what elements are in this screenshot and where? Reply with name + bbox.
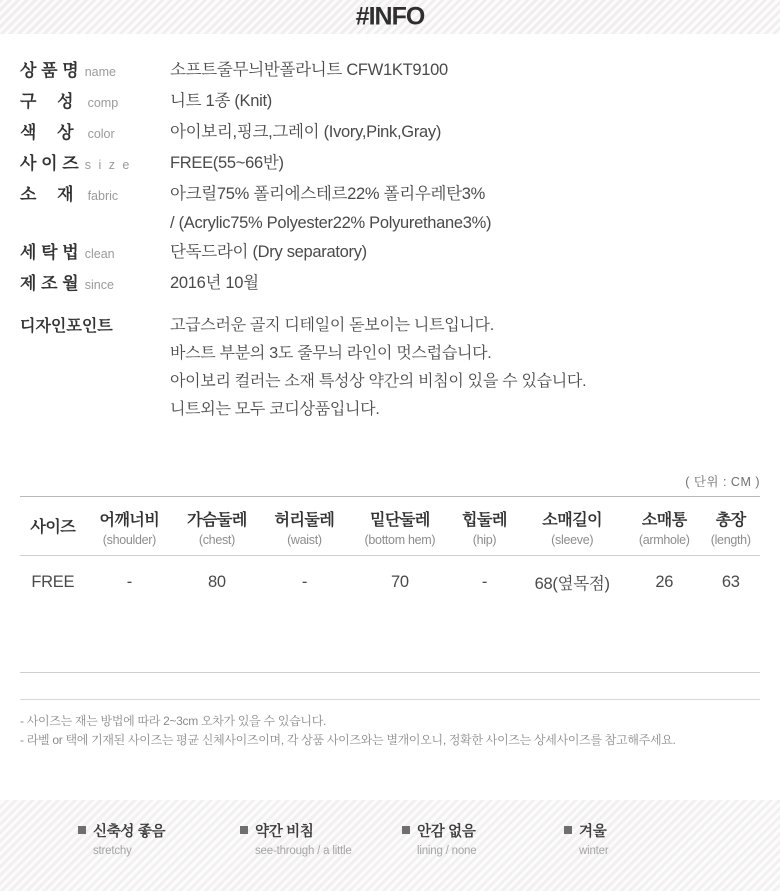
design-point-row: [20, 312, 760, 424]
size-notes: [20, 699, 760, 750]
size-col-ko: 힙둘레: [462, 512, 507, 529]
info-value-name: [170, 56, 760, 87]
size-col-ko: 총장: [715, 512, 746, 529]
size-col-en: (armhole): [638, 533, 690, 547]
size-col-ko: 사이즈: [30, 519, 76, 536]
attribute-label-ko-wrap: [240, 824, 314, 840]
attribute-label-en: lining / none: [417, 845, 477, 857]
info-label-en: since: [84, 278, 114, 292]
size-col-en: (hip): [472, 533, 497, 547]
info-label-en: color: [87, 127, 115, 141]
size-cell-length: 63: [721, 572, 740, 591]
attribute-label-ko: 겨울: [579, 824, 607, 840]
info-label-since: [20, 269, 170, 300]
page-header-band: [0, 0, 780, 34]
info-label-ko: 소 재: [20, 185, 82, 204]
info-value-line: / (Acrylic75% Polyester22% Polyurethane3%): [170, 214, 492, 232]
bullet-square-icon: [240, 826, 248, 834]
size-col-en: (chest): [198, 533, 235, 547]
info-content: [0, 56, 780, 750]
info-label-en: clean: [84, 247, 115, 261]
attribute-label-ko-wrap: [78, 824, 165, 840]
info-label-name: [20, 56, 170, 87]
info-value-fabric: [170, 180, 760, 238]
size-col-ko: 밑단둘레: [370, 512, 430, 529]
size-col-ko: 어깨너비: [99, 512, 160, 529]
info-spacer: [20, 300, 760, 312]
design-point-values: [170, 312, 760, 424]
info-label-color: [20, 118, 170, 149]
size-col-en: (length): [710, 533, 751, 547]
info-label-ko: 색 상: [20, 123, 82, 142]
size-col-en: (sleeve): [551, 533, 594, 547]
size-col-en: (waist): [287, 533, 322, 547]
attribute-label-en: stretchy: [93, 845, 132, 857]
size-cell-sleeve: 68(옆목점): [534, 575, 610, 593]
bullet-square-icon: [564, 826, 572, 834]
design-point-line: 아이보리 컬러는 소재 특성상 약간의 비침이 있을 수 있습니다.: [170, 373, 587, 390]
attribute-season: [552, 820, 714, 857]
attribute-label-ko: 약간 비침: [255, 824, 314, 840]
attribute-lining: [390, 820, 552, 857]
info-label-en: comp: [87, 96, 119, 110]
info-label-comp: [20, 87, 170, 118]
info-label-ko: 구 성: [20, 92, 82, 111]
size-col-bottom-hem: [348, 497, 451, 556]
page-title: #INFO: [355, 2, 425, 31]
info-row-comp: [20, 87, 760, 118]
size-col-waist: [261, 497, 349, 556]
info-value-comp: [170, 87, 760, 118]
info-label-en: fabric: [87, 189, 119, 203]
product-info-table: [20, 56, 760, 424]
info-value-line: 아크릴75% 폴리에스테르22% 폴리우레탄3%: [170, 185, 486, 203]
info-value-color: [170, 118, 760, 149]
info-row-size: [20, 149, 760, 180]
size-cell-waist: -: [301, 572, 308, 591]
info-label-ko: 제 조 월: [20, 274, 79, 293]
info-value-line: 2016년 10월: [170, 274, 259, 292]
attribute-label-en: see-through / a little: [255, 845, 352, 857]
size-col-shoulder: [86, 497, 174, 556]
size-cell-armhole: 26: [655, 572, 674, 591]
info-value-clean: [170, 238, 760, 269]
size-col-chest: [173, 497, 261, 556]
bullet-square-icon: [402, 826, 410, 834]
size-col-en: (bottom hem): [364, 533, 436, 547]
size-note-line: - 라벨 or 택에 기재된 사이즈는 평균 신체사이즈이며, 각 상품 사이즈와는 별개이오니, 정확한 사이즈는 상세사이즈를 참고해주세요.: [20, 732, 676, 747]
attribute-label-ko: 신축성 좋음: [93, 824, 166, 840]
attribute-stretchy: [66, 820, 228, 857]
size-cell-size: FREE: [31, 572, 75, 591]
info-row-fabric: [20, 180, 760, 238]
info-value-line: 니트 1종 (Knit): [170, 92, 272, 110]
size-unit-note: ( 단위 : CM ): [685, 475, 760, 489]
info-row-since: [20, 269, 760, 300]
attribute-label-en: winter: [579, 845, 609, 857]
size-cell-hip: -: [481, 572, 488, 591]
info-value-line: 단독드라이 (Dry separatory): [170, 243, 367, 261]
bullet-square-icon: [78, 826, 86, 834]
size-chart-header-row: [20, 497, 760, 556]
attribute-see-through: [228, 820, 390, 857]
size-chart-spacer-row: [20, 610, 760, 672]
info-row-color: [20, 118, 760, 149]
size-col-sleeve: [517, 497, 627, 556]
size-col-hip: [452, 497, 518, 556]
design-point-label: 디자인포인트: [20, 318, 113, 335]
attribute-footer-band: [0, 800, 780, 891]
design-point-line: 니트외는 모두 코디상품입니다.: [170, 401, 380, 418]
attribute-list: [0, 800, 780, 857]
info-label-en: s i z e: [84, 158, 132, 172]
size-col-size: [20, 497, 86, 556]
info-label-en: name: [84, 65, 116, 79]
info-value-line: FREE(55~66반): [170, 154, 284, 172]
info-label-size: [20, 149, 170, 180]
design-point-line: 고급스러운 골지 디테일이 돋보이는 니트입니다.: [170, 317, 494, 334]
size-cell-chest: 80: [208, 572, 226, 591]
info-label-clean: [20, 238, 170, 269]
info-row-name: [20, 56, 760, 87]
table-row: [20, 556, 760, 611]
size-note-line: - 사이즈는 재는 방법에 따라 2~3cm 오차가 있을 수 있습니다.: [20, 713, 327, 728]
size-col-ko: 가슴둘레: [187, 512, 247, 529]
attribute-label-ko-wrap: [564, 824, 606, 840]
info-label-ko: 상 품 명: [20, 61, 79, 80]
info-value-since: [170, 269, 760, 300]
size-col-en: (shoulder): [102, 533, 157, 547]
size-col-ko: 허리둘레: [274, 512, 335, 529]
size-cell-shoulder: -: [126, 572, 132, 591]
attribute-label-ko-wrap: [402, 824, 476, 840]
attribute-label-ko: 안감 없음: [417, 824, 476, 840]
size-col-ko: 소매길이: [542, 512, 603, 529]
size-chart-table: [20, 496, 760, 673]
info-row-clean: [20, 238, 760, 269]
info-value-line: 소프트줄무늬반폴라니트 CFW1KT9100: [170, 61, 448, 79]
size-col-armhole: [627, 497, 701, 556]
info-label-fabric: [20, 180, 170, 238]
size-cell-bottom-hem: 70: [391, 572, 409, 591]
design-point-line: 바스트 부분의 3도 줄무늬 라인이 멋스럽습니다.: [170, 345, 492, 362]
info-label-ko: 세 탁 법: [20, 243, 79, 262]
size-col-ko: 소매통: [641, 512, 687, 529]
info-label-ko: 사 이 즈: [20, 154, 79, 173]
info-value-line: 아이보리,핑크,그레이 (Ivory,Pink,Gray): [170, 123, 442, 141]
info-value-size: [170, 149, 760, 180]
design-point-label-cell: [20, 312, 170, 424]
size-col-length: [701, 497, 760, 556]
